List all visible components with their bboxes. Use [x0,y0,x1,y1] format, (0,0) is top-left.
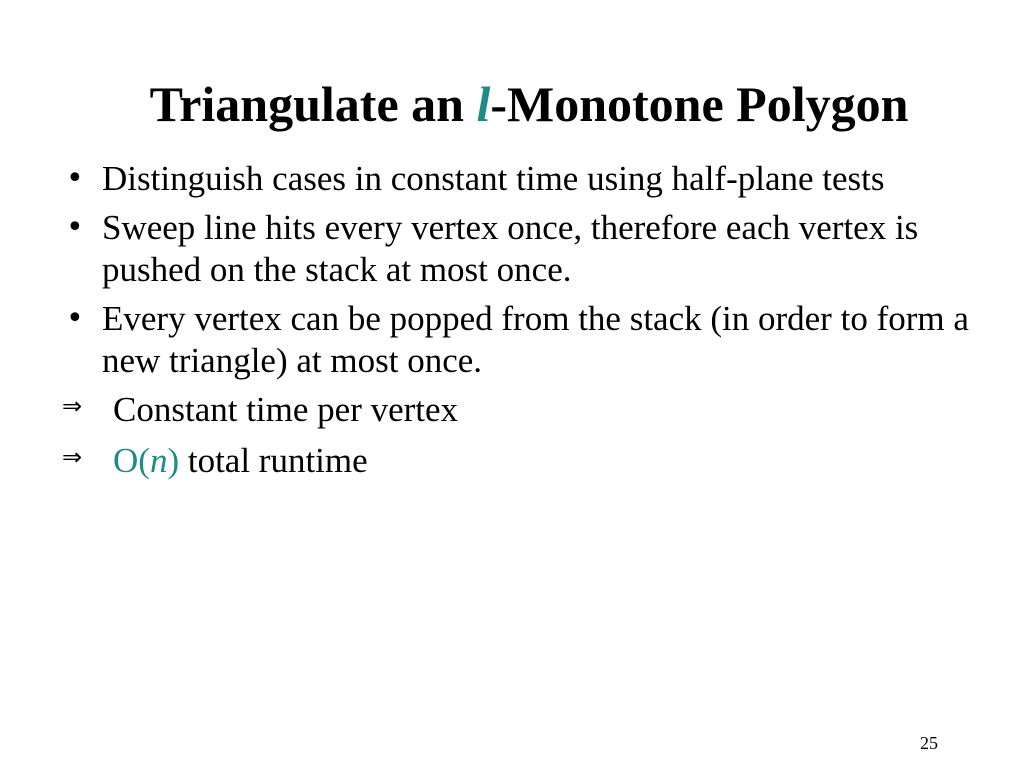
implies-arrow-icon: ⇒ [62,443,83,471]
implication-text: total runtime [179,441,368,480]
bullet-list [62,158,992,491]
big-o-prefix: O( [113,441,150,480]
bullet-item [62,298,992,382]
implies-arrow-icon: ⇒ [62,392,83,420]
page-number: 25 [920,733,938,753]
title-accent-variable: l [476,76,491,132]
bullet-text: Every vertex can be popped from the stack (in order to form a new triangle) at most once. [102,299,969,380]
implication-item [62,440,992,482]
implication-item [62,389,992,431]
bullet-item [62,207,992,291]
bullet-icon: • [66,161,84,196]
title-text-end: -Monotone Polygon [490,76,909,132]
big-o-variable: n [149,441,168,480]
bullet-icon: • [66,301,84,336]
implication-text: Constant time per vertex [113,390,459,429]
bullet-item [62,158,992,200]
bullet-text: Distinguish cases in constant time using half-plane tests [102,159,885,198]
slide-title [0,74,1024,134]
title-text-start: Triangulate an [149,76,477,132]
bullet-icon: • [66,210,84,245]
bullet-text: Sweep line hits every vertex once, therefore each vertex is pushed on the stack at most once. [102,208,919,289]
big-o-suffix: ) [167,441,180,480]
